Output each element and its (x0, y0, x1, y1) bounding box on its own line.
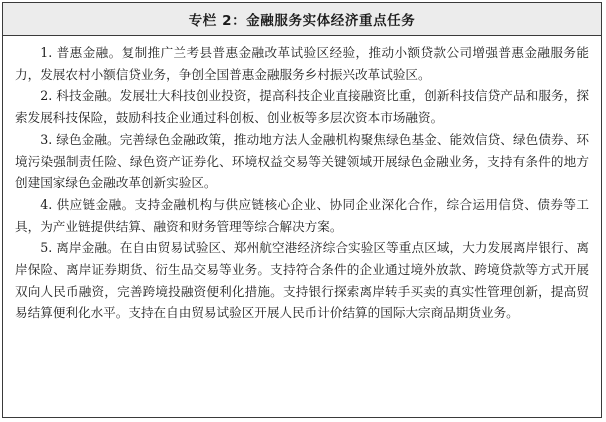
column-body (3, 36, 601, 324)
item-inclusive-finance: 1. 普惠金融。复制推广兰考县普惠金融改革试验区经验，推动小额贷款公司增强普惠金融服务能力，发展农村小额信贷业务，争创全国普惠金融服务乡村振兴改革试验区。 (15, 45, 589, 82)
special-column-box (2, 2, 602, 418)
column-title: 专栏 2：金融服务实体经济重点任务 (188, 13, 416, 29)
item-green-finance: 3. 绿色金融。完善绿色金融政策，推动地方法人金融机构聚焦绿色基金、能效信贷、绿色债券、环境污染强制责任险、绿色资产证券化、环境权益交易等关键领域开展绿色金融业务，支持有条件的地方创建国家绿色金融改革创新实验区。 (15, 131, 589, 191)
item-offshore-finance: 5. 离岸金融。在自由贸易试验区、郑州航空港经济综合实验区等重点区域，大力发展离岸银行、离岸保险、离岸证券期货、衍生品交易等业务。支持符合条件的企业通过境外放款、跨境贷款等方式开展双向人民币融资，完善跨境投融资便利化措施。支持银行探索离岸转手买卖的真实性管理创新，提高贸易结算便利化水平。支持在自由贸易试验区开展人民币计价结算的国际大宗商品期货业务。 (15, 240, 589, 321)
item-tech-finance: 2. 科技金融。发展壮大科技创业投资，提高科技企业直接融资比重，创新科技信贷产品和服务，探索发展科技保险，鼓励科技企业通过科创板、创业板等多层次资本市场融资。 (15, 88, 589, 126)
item-supply-chain-finance: 4. 供应链金融。支持金融机构与供应链核心企业、协同企业深化合作，综合运用信贷、债券等工具，为产业链提供结算、融资和财务管理等综合解决方案。 (15, 196, 589, 234)
column-header (3, 3, 601, 36)
